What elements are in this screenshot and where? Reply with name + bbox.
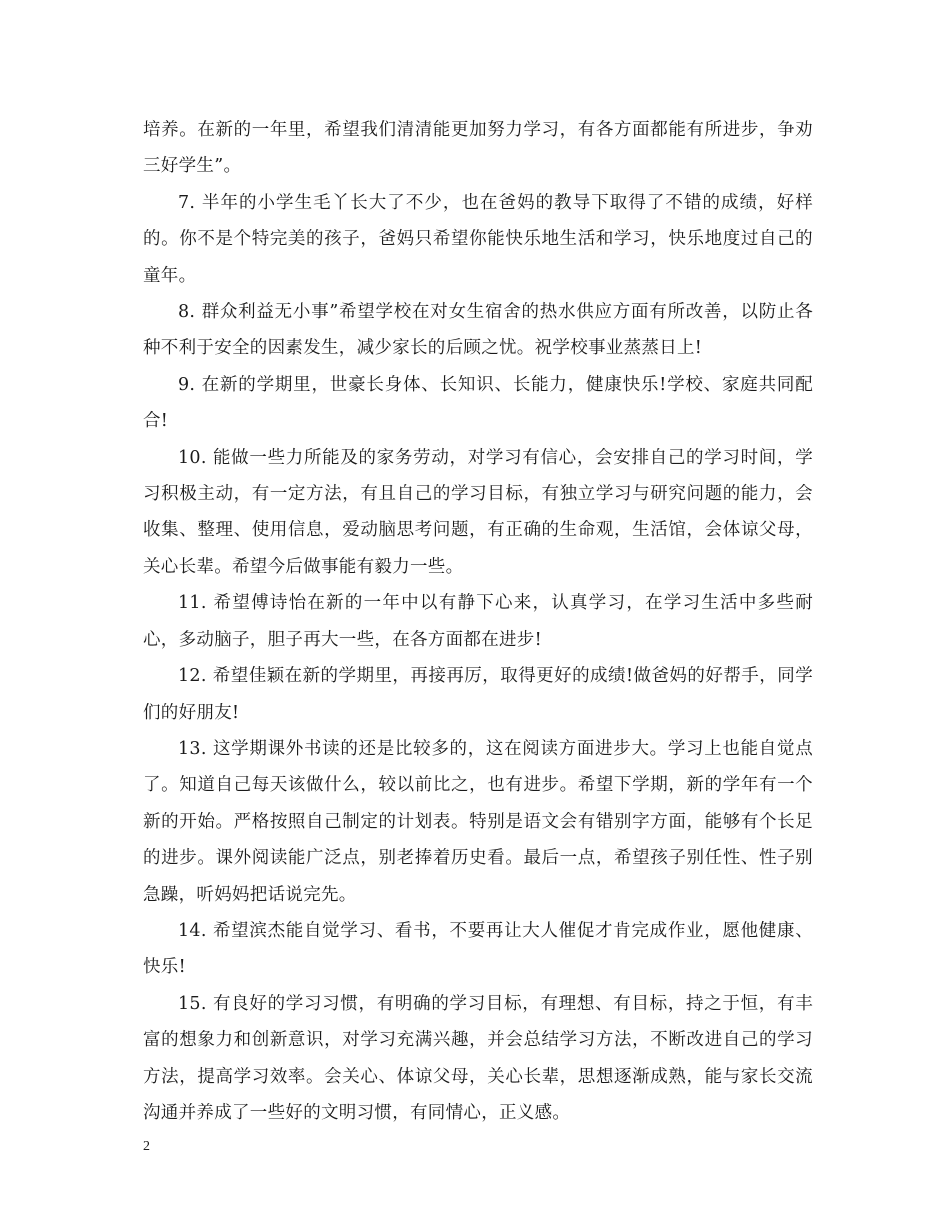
paragraph-7: 7. 半年的小学生毛丫长大了不少，也在爸妈的教导下取得了不错的成绩，好样的。你不是个特完美的孩子，爸妈只希望你能快乐地生活和学习，快乐地度过自己的童年。 [143, 192, 813, 286]
paragraph-6-continuation: 培养。在新的一年里，希望我们清清能更加努力学习，有各方面都能有所进步，争劝三好学生”。 [143, 120, 813, 177]
document-body [143, 112, 813, 1131]
page-number: 2 [143, 1139, 150, 1154]
paragraph-9: 9. 在新的学期里，世豪长身体、长知识、长能力，健康快乐!学校、家庭共同配合! [143, 374, 813, 432]
paragraph-10: 10. 能做一些力所能及的家务劳动，对学习有信心，会安排自己的学习时间，学习积极主动，有一定方法，有且自己的学习目标，有独立学习与研究问题的能力，会收集、整理、使用信息，爱动脑思考问题，有正确的生命观，生活馆，会体谅父母，关心长辈。希望今后做事能有毅力一些。 [143, 447, 813, 577]
paragraph-13: 13. 这学期课外书读的还是比较多的，这在阅读方面进步大。学习上也能自觉点了。知道自己每天该做什么，较以前比之，也有进步。希望下学期，新的学年有一个新的开始。严格按照自己制定的计划表。特别是语文会有错别字方面，能够有个长足的进步。课外阅读能广泛点，别老捧着历史看。最后一点，希望孩子别任性、性子别急躁，听妈妈把话说完先。 [143, 738, 813, 905]
paragraph-8: 8. 群众利益无小事”希望学校在对女生宿舍的热水供应方面有所改善，以防止各种不利于安全的因素发生，减少家长的后顾之忧。祝学校事业蒸蒸日上! [143, 302, 813, 359]
paragraph-11: 11. 希望傅诗怡在新的一年中以有静下心来，认真学习，在学习生活中多些耐心，多动脑子，胆子再大一些，在各方面都在进步! [143, 593, 813, 650]
paragraph-12: 12. 希望佳颖在新的学期里，再接再厉，取得更好的成绩!做爸妈的好帮手，同学们的好朋友! [143, 666, 813, 723]
paragraph-15: 15. 有良好的学习习惯，有明确的学习目标，有理想、有目标，持之于恒，有丰富的想象力和创新意识，对学习充满兴趣，并会总结学习方法，不断改进自己的学习方法，提高学习效率。会关心、体谅父母，关心长辈，思想逐渐成熟，能与家长交流沟通并养成了一些好的文明习惯，有同情心，正义感。 [143, 993, 813, 1123]
paragraph-14: 14. 希望滨杰能自觉学习、看书，不要再让大人催促才肯完成作业，愿他健康、快乐! [143, 920, 813, 978]
